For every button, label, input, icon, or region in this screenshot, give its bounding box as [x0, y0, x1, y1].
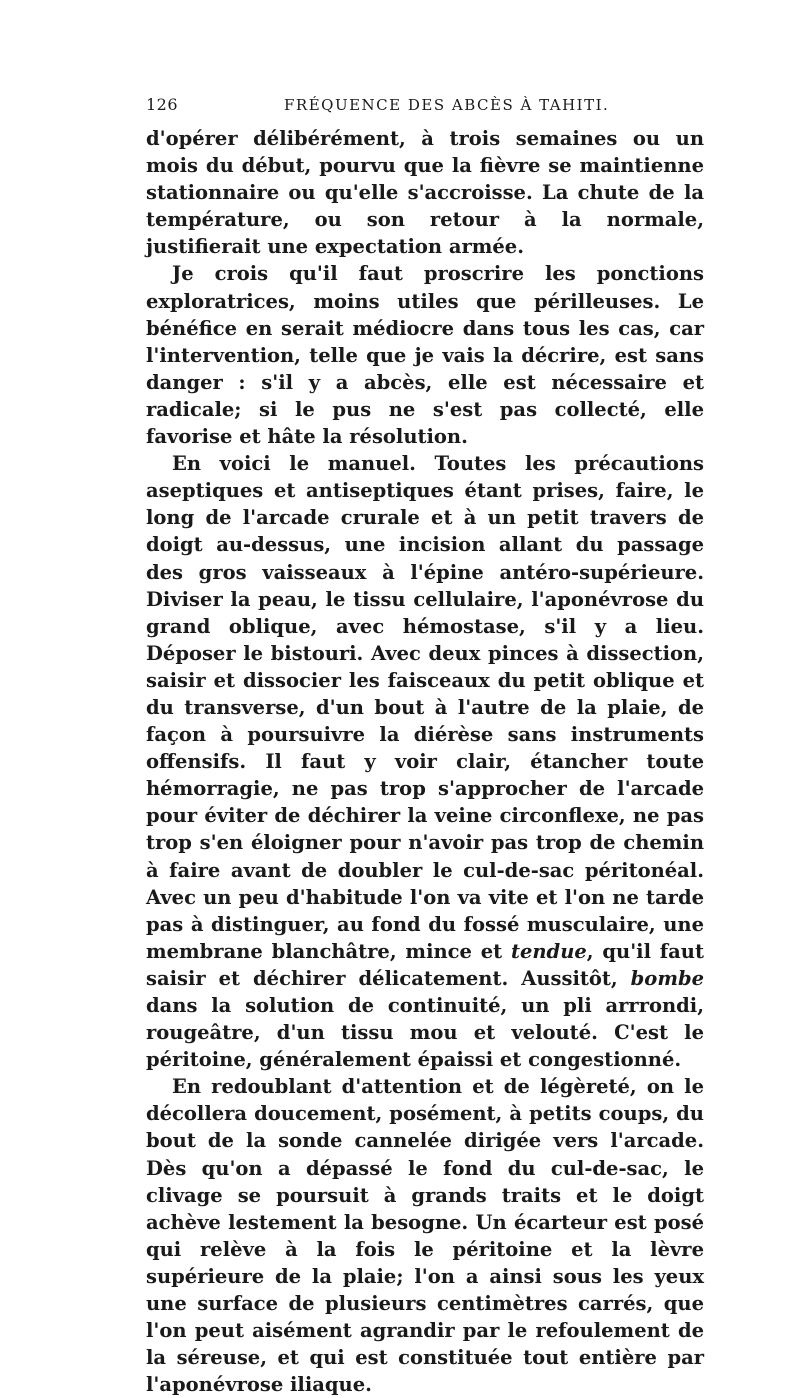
paragraph-4: En redoublant d'attention et de légèreté, on le décollera doucement, posément, à petits coups, du bout de la sonde cannelée dirigée vers l'arcade. Dès qu'on a dépassé le fond du cul-de-sac, le clivage se poursuit à grands traits et le doigt achève lestement la besogne. Un écarteur est posé qui relève à la fois le péritoine et la lèvre supérieure de la plaie; l'on a ainsi sous les yeux une surface de plusieurs centimètres carrés, que l'on peut aisément agrandir par le refoulement de la séreuse, et qui est constituée tout entière par l'aponévrose iliaque.	[146, 1075, 704, 1397]
paragraph-2: Je crois qu'il faut proscrire les ponctions exploratrices, moins utiles que périlleuses. Le bénéfice en serait médiocre dans tous les cas, car l'intervention, telle que je vais la décrire, est sans danger : s'il y a abcès, elle est nécessaire et radicale; si le pus ne s'est pas collecté, elle favorise et hâte la résolution.	[146, 262, 704, 449]
paragraph-3-part-3: dans la solution de continuité, un pli arrrondi, rougeâtre, d'un tissu mou et velouté. C'est le péritoine, généralement épaissi et congestionné.	[146, 994, 704, 1072]
body-text	[146, 125, 704, 1398]
italic-word-bombe: bombe	[630, 966, 704, 990]
italic-word-tendue: tendue	[510, 939, 587, 963]
paragraph-3-part-2: , qu'il faut saisir et déchirer délicatement. Aussitôt,	[146, 939, 704, 990]
paragraph-3-part-1: En voici le manuel. Toutes les précautions aseptiques et antiseptiques étant prises, faire, le long de l'arcade crurale et à un petit travers de doigt au-dessus, une incision allant du passage des gros vaisseaux à l'épine antéro-supérieure. Diviser la peau, le tissu cellulaire, l'aponévrose du grand oblique, avec hémostase, s'il y a lieu. Déposer le bistouri. Avec deux pinces à dissection, saisir et dissocier les faisceaux du petit oblique et du transverse, d'un bout à l'autre de la plaie, de façon à poursuivre la diérèse sans instruments offensifs. Il faut y voir clair, étancher toute hémorragie, ne pas trop s'approcher de l'arcade pour éviter de déchirer la veine circonflexe, ne pas trop s'en éloigner pour n'avoir pas trop de chemin à faire avant de doubler le cul-de-sac péritonéal. Avec un peu d'habitude l'on va vite et l'on ne tarde pas à distinguer, au fond du fossé musculaire, une membrane blanchâtre, mince et	[146, 452, 704, 963]
running-title: FRÉQUENCE DES ABCÈS À TAHITI.	[284, 96, 610, 114]
book-page	[146, 95, 704, 1398]
paragraph-1: d'opérer délibérément, à trois semaines ou un mois du début, pourvu que la fièvre se maintienne stationnaire ou qu'elle s'accroisse. La chute de la température, ou son retour à la normale, justifierait une expectation armée.	[146, 127, 704, 259]
running-head	[146, 95, 704, 125]
paragraph-3	[146, 450, 704, 1073]
page-number: 126	[146, 95, 179, 114]
